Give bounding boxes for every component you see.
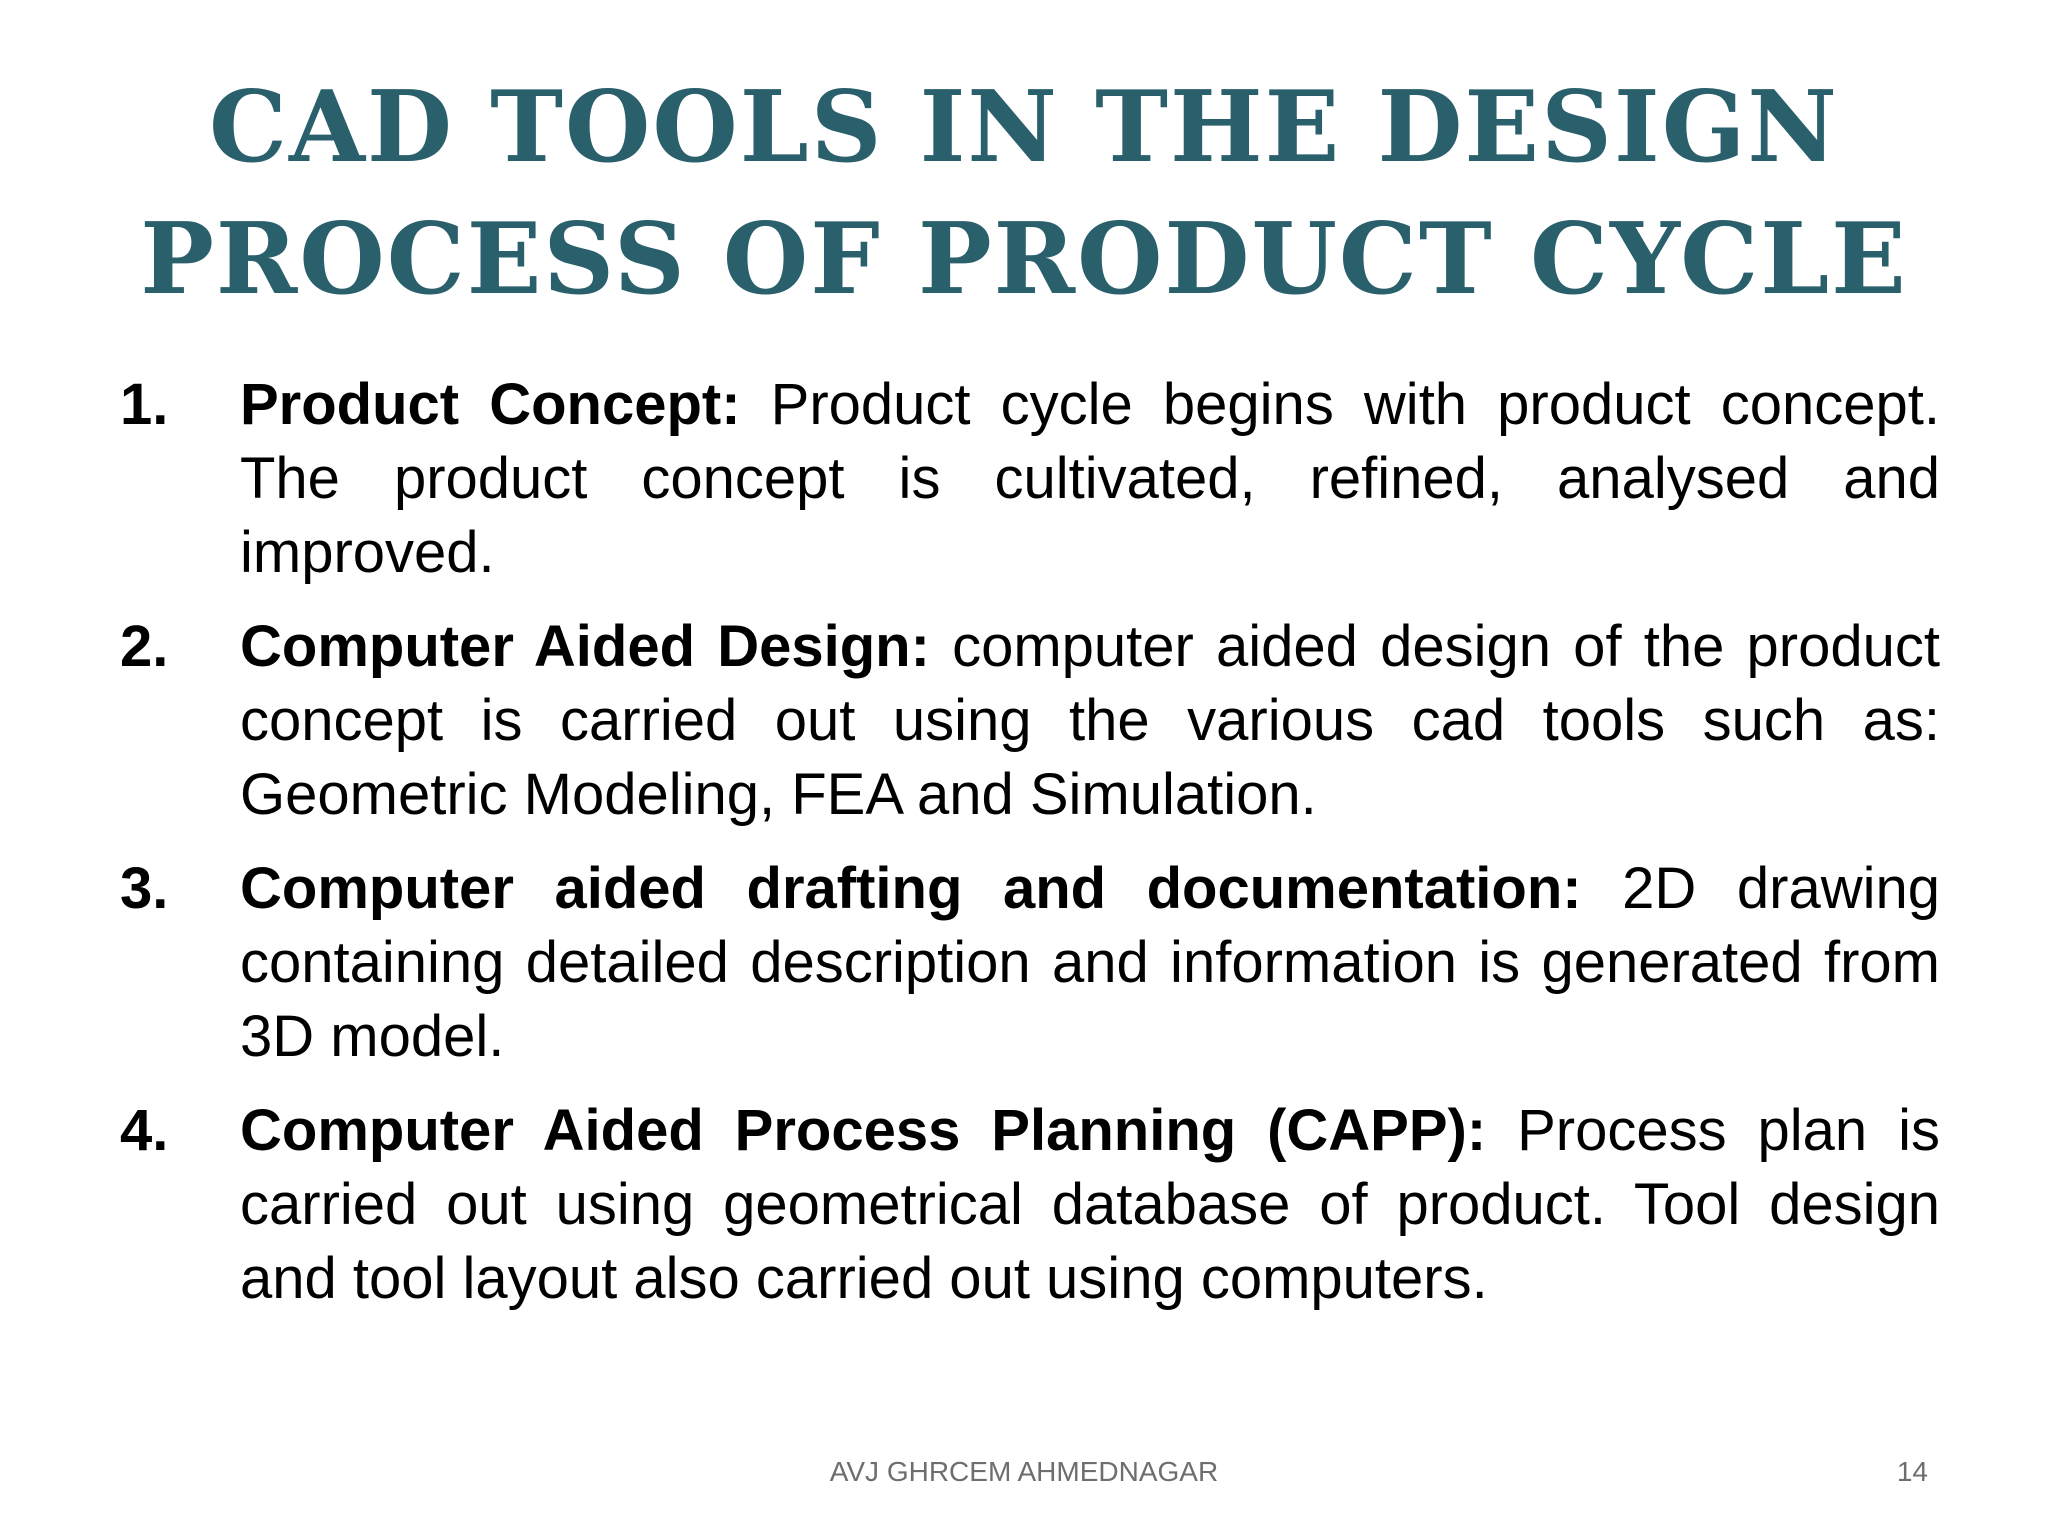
item-heading: Product Concept:	[240, 372, 741, 437]
item-heading: Computer Aided Process Planning (CAPP):	[240, 1098, 1487, 1163]
list-item	[120, 610, 1940, 832]
item-number: 4.	[120, 1098, 169, 1163]
item-number: 3.	[120, 856, 169, 921]
title-line-1: CAD TOOLS IN THE DESIGN	[208, 70, 1840, 185]
list-item	[120, 852, 1940, 1074]
item-heading: Computer aided drafting and documentation:	[240, 856, 1582, 921]
item-number: 1.	[120, 372, 169, 437]
item-heading: Computer Aided Design:	[240, 614, 930, 679]
title-line-2: PROCESS OF PRODUCT CYCLE	[140, 202, 1908, 317]
item-text: computer aided design of the product concept is carried out using the various cad tools such as: Geometric Modeling, FEA and Simulation.	[240, 614, 1940, 827]
list-item	[120, 368, 1940, 590]
list-item	[120, 1094, 1940, 1316]
item-number: 2.	[120, 614, 169, 679]
item-text: Product cycle begins with product concept. The product concept is cultivated, refined, analysed and improved.	[240, 372, 1941, 585]
content-list	[120, 368, 1940, 1336]
item-text: Process plan is carried out using geometrical database of product. Tool design and tool layout also carried out using computers.	[240, 1098, 1940, 1311]
item-text: 2D drawing containing detailed description and information is generated from 3D model.	[240, 856, 1941, 1069]
slide-title	[0, 62, 2048, 326]
page-number: 14	[1896, 1456, 1928, 1487]
footer-text: AVJ GHRCEM AHMEDNAGAR	[829, 1456, 1219, 1487]
